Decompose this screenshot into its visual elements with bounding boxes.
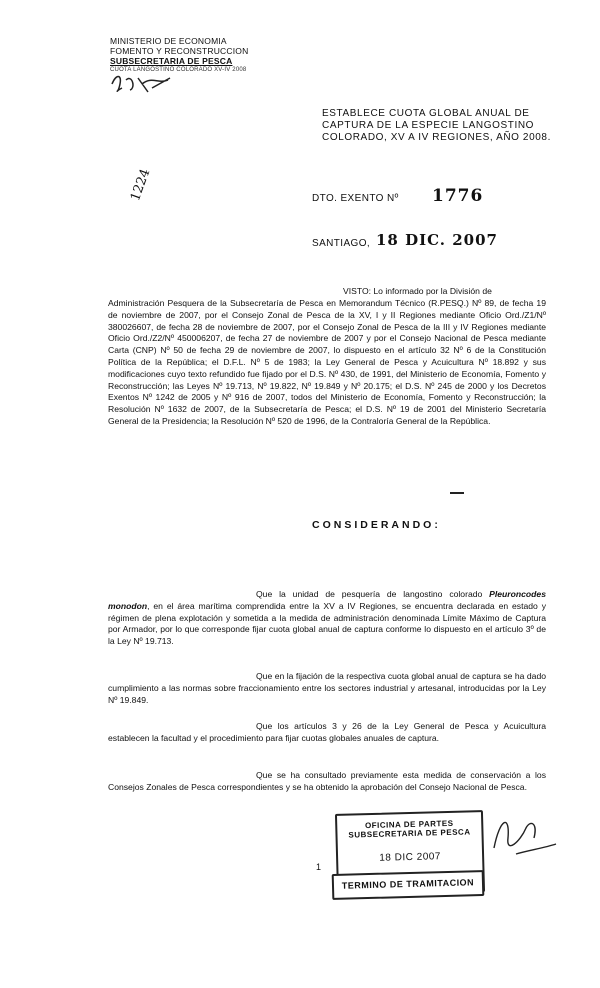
- title-line-3: COLORADO, XV A IV REGIONES, AÑO 2008.: [322, 132, 551, 143]
- decree-number: 1776: [432, 186, 484, 206]
- decree-date: 18 DIC. 2007: [376, 231, 498, 249]
- termino-stamp: [332, 870, 485, 900]
- stamp-office-line-2: SUBSECRETARIA DE PESCA: [348, 827, 471, 840]
- visto-body: Administración Pesquera de la Subsecretaría de Pesca en Memorandum Técnico (R.PESQ.) Nº 89, de fecha 19 de noviembre de 2007, por el Consejo Zonal de Pesca de la XV, I y II Regiones mediante Oficio Ord./Z1/Nº 380026607, de fecha 28 de noviembre de 2007, por el Consejo Zonal de Pesca de la III y IV Regiones mediante Oficio Ord./Z2/Nº 450006207, de fecha 27 de noviembre de 2007 y por el Consejo Nacional de Pesca mediante Carta (CNP) Nº 50 de fecha 29 de noviembre de 2007, lo dispuesto en el artículo 32 Nº 6 de la Constitución Política de la República; el D.F.L. Nº 5 de 1983; la Ley General de Pesca y Acuicultura Nº 18.892 y sus modificaciones cuyo texto refundido fue fijado por el D.S. Nº 430, de 1991, del Ministerio de Economía, Fomento y Reconstrucción; las Leyes Nº 19.713, Nº 19.822, Nº 19.849 y Nº 20.175; el D.S. Nº 245 de 2000 y los Decretos Exentos Nº 1242 de 2005 y Nº 916 de 2007, todos del Ministerio de Economía, Fomento y Reconstrucción; la Resolución Nº 1632 de 2007, de la Subsecretaría de Pesca; el D.S. Nº 19 de 2001 del Ministerio Secretaría General de la Presidencia; la Resolución Nº 520 de 1996, de la Contraloría General de la República.: [108, 298, 546, 426]
- header-subsecretaria: SUBSECRETARIA DE PESCA: [110, 56, 233, 66]
- decree-title: [322, 108, 562, 144]
- ministry-header: [110, 36, 310, 74]
- considerando-paragraph-1: [108, 589, 546, 648]
- signature-icon: [486, 808, 560, 864]
- visto-lead: VISTO: Lo informado por la División de: [343, 286, 492, 296]
- considerando-paragraph-3: [108, 721, 546, 745]
- species-name: Pleuroncodes monodon: [108, 589, 546, 611]
- p2-text: Que en la fijación de la respectiva cuota global anual de captura se ha dado cumplimiento a las normas sobre fraccionamiento entre los sectores industrial y artesanal, introducidas por la Ley Nº 19.849.: [108, 671, 546, 705]
- p1-text-a: Que la unidad de pesquería de langostino colorado: [256, 589, 490, 599]
- considerando-paragraph-2: [108, 671, 546, 706]
- header-reference: CUOTA LANGOSTINO COLORADO XV-IV 2008: [110, 67, 247, 73]
- header-ministry: MINISTERIO DE ECONOMIA: [110, 36, 227, 46]
- considerando-paragraph-4: [108, 770, 546, 794]
- p1-text-b: , en el área marítima comprendida entre la XV a IV Regiones, se encuentra declarada en estado y régimen de plena explotación y sometida a la medida de administración denominada Límite Máximo de Captura por Armador, por lo que corresponde fijar cuota global anual de captura conforme lo dispuesto en el artículo 3º de la Ley Nº 19.713.: [108, 600, 546, 647]
- handwritten-initials-icon: [108, 70, 178, 96]
- decree-label: DTO. EXENTO Nº: [312, 193, 399, 204]
- stamp-office-line-1: OFICINA DE PARTES: [364, 818, 454, 831]
- stamp-footer: TERMINO DE TRAMITACION: [341, 877, 475, 891]
- considerando-heading: CONSIDERANDO:: [312, 519, 441, 531]
- tick-mark: [450, 492, 464, 494]
- stamp-date: 18 DIC 2007: [379, 851, 442, 864]
- title-line-1: ESTABLECE CUOTA GLOBAL ANUAL DE: [322, 108, 530, 119]
- header-fomento: FOMENTO Y RECONSTRUCCION: [110, 46, 249, 56]
- margin-number: 1224: [128, 166, 154, 204]
- title-line-2: CAPTURA DE LA ESPECIE LANGOSTINO: [322, 120, 535, 131]
- p3-text: Que los artículos 3 y 26 de la Ley General de Pesca y Acuicultura establecen la facultad y el procedimiento para fijar cuotas globales anuales de captura.: [108, 721, 546, 743]
- place-label: SANTIAGO,: [312, 238, 371, 249]
- p4-text: Que se ha consultado previamente esta medida de conservación a los Consejos Zonales de Pesca correspondientes y se ha obtenido la aprobación del Consejo Nacional de Pesca.: [108, 770, 546, 792]
- page-number: 1: [316, 862, 322, 872]
